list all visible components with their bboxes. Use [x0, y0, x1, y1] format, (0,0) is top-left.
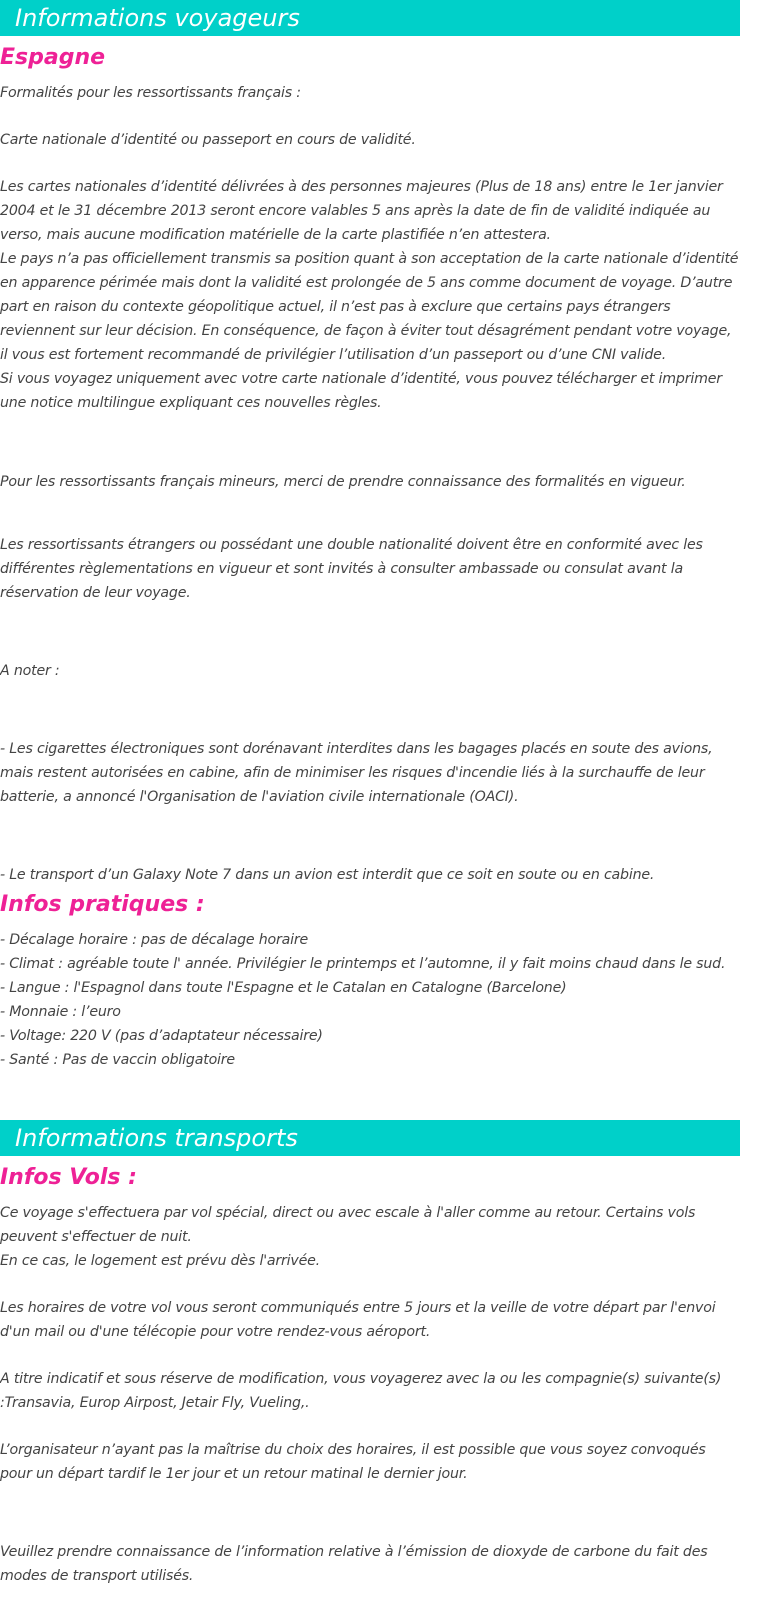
country-title: Espagne — [0, 45, 106, 70]
id-card-validity-block — [0, 175, 740, 415]
practical-info-list — [0, 928, 740, 1072]
schedule-disclaimer-text: L’organisateur n’ayant pas la maîtrise du choix des horaires, il est possible que vous soyez convoqués pour un départ tardif le 1er jour et un retour matinal le dernier jour. — [0, 1442, 706, 1482]
flights-intro-block — [0, 1201, 740, 1273]
flight-schedule-text: Les horaires de votre vol vous seront communiqués entre 5 jours et la veille de votre départ par l'envoi d'un mail ou d'une télécopie pour votre rendez-vous aéroport. — [0, 1300, 716, 1340]
id-card-validity-text: Les cartes nationales d’identité délivrées à des personnes majeures (Plus de 18 ans) entre le 1er janvier 2004 et le 31 décembre 2013 seront encore valables 5 ans après la date de fin de validité indiquée au verso, mais aucune modification matérielle de la carte plastifiée n’en attestera. — [0, 179, 723, 243]
note-heading: A noter : — [0, 663, 60, 679]
list-item-time-difference: - Décalage horaire : pas de décalage horaire — [0, 932, 309, 948]
minors-formalities: Pour les ressortissants français mineurs, merci de prendre connaissance des formalités en vigueur. — [0, 474, 686, 490]
practical-info-title: Infos pratiques : — [0, 892, 205, 917]
list-item-currency: - Monnaie : l’euro — [0, 1004, 121, 1020]
id-requirement: Carte nationale d’identité ou passeport en cours de validité. — [0, 132, 416, 148]
co2-information-text: Veuillez prendre connaissance de l’information relative à l’émission de dioxyde de carbone du fait des modes de transport utilisés. — [0, 1544, 708, 1584]
list-item-health: - Santé : Pas de vaccin obligatoire — [0, 1052, 235, 1068]
e-cigarettes-note: - Les cigarettes électroniques sont dorénavant interdites dans les bagages placés en soute des avions, mais restent autorisées en cabine, afin de minimiser les risques d'incendie liés à la surchauffe de leur batterie, a annoncé l'Organisation de l'aviation civile internationale (OACI). — [0, 741, 713, 805]
galaxy-note-7-note: - Le transport d’un Galaxy Note 7 dans un avion est interdit que ce soit en soute ou en cabine. — [0, 867, 655, 883]
list-item-language: - Langue : l'Espagnol dans toute l'Espagne et le Catalan en Catalogne (Barcelone) — [0, 980, 567, 996]
list-item-climate: - Climat : agréable toute l' année. Privilégier le printemps et l’automne, il y fait moins chaud dans le sud. — [0, 956, 726, 972]
flights-title: Infos Vols : — [0, 1165, 137, 1190]
flights-type-text: Ce voyage s'effectuera par vol spécial, direct ou avec escale à l'aller comme au retour. Certains vols peuvent s'effectuer de nuit. — [0, 1205, 696, 1245]
airlines-text: A titre indicatif et sous réserve de modification, vous voyagerez avec la ou les compagnie(s) suivante(s) :Transavia, Europ Airpost, Jetair Fly, Vueling,. — [0, 1371, 722, 1411]
id-card-notice-text: Si vous voyagez uniquement avec votre carte nationale d’identité, vous pouvez télécharger et imprimer une notice multilingue expliquant ces nouvelles règles. — [0, 371, 722, 411]
section-banner-travelers: Informations voyageurs — [0, 0, 740, 36]
flights-lodging-text: En ce cas, le logement est prévu dès l'arrivée. — [0, 1253, 320, 1269]
foreign-nationals: Les ressortissants étrangers ou possédant une double nationalité doivent être en conformité avec les différentes règlementations en vigueur et sont invités à consulter ambassade ou consulat avant la réservation de leur voyage. — [0, 537, 703, 601]
formalities-intro: Formalités pour les ressortissants français : — [0, 85, 301, 101]
list-item-voltage: - Voltage: 220 V (pas d’adaptateur nécessaire) — [0, 1028, 323, 1044]
section-banner-transport: Informations transports — [0, 1120, 740, 1156]
id-card-acceptance-text: Le pays n’a pas officiellement transmis sa position quant à son acceptation de la carte nationale d’identité en apparence périmée mais dont la validité est prolongée de 5 ans comme document de voyage. D’autre part en raison du contexte géopolitique actuel, il n’est pas à exclure que certains pays étrangers reviennent sur leur décision. En conséquence, de façon à éviter tout désagrément pendant votre voyage, il vous est fortement recommandé de privilégier l’utilisation d’un passeport ou d’une CNI valide. — [0, 251, 739, 363]
